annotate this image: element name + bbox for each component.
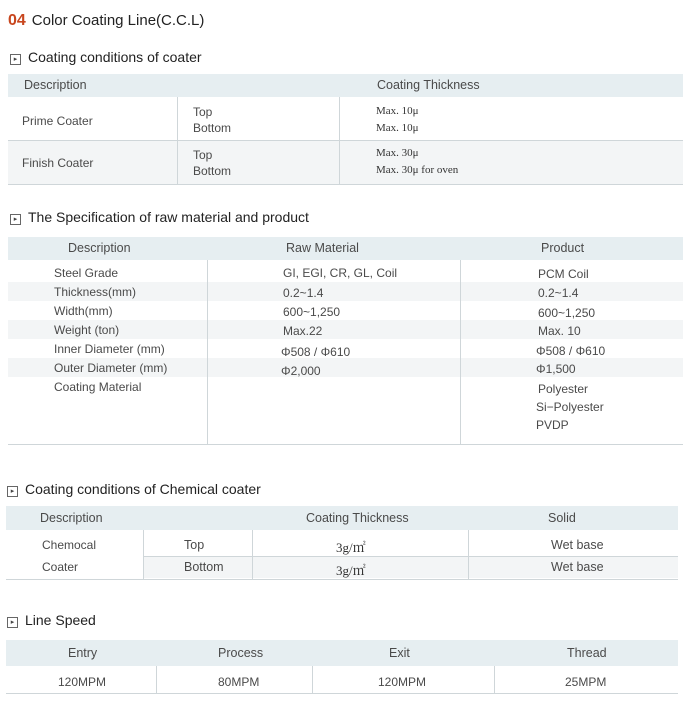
spec-raw: Max.22: [283, 324, 323, 338]
section3-header-solid: Solid: [548, 511, 576, 525]
prime-coater-top: Top: [193, 105, 213, 119]
spec-product: 600~1,250: [538, 306, 596, 320]
chemical-coater-bottom: Bottom: [184, 560, 224, 574]
spec-desc: Coating Material: [54, 380, 142, 394]
spec-desc: Inner Diameter (mm): [54, 342, 165, 356]
section4-col-divider-3: [494, 666, 495, 693]
finish-coater-label: Finish Coater: [22, 156, 94, 170]
section3-header-thickness: Coating Thickness: [306, 511, 409, 525]
chemical-coater-top-solid: Wet base: [551, 538, 604, 552]
section2-col-divider-1: [207, 260, 208, 444]
section3-bottom-rule: [6, 579, 678, 580]
line-speed-header-entry: Entry: [68, 646, 98, 660]
line-speed-process: 80MPM: [218, 675, 260, 689]
bullet-arrow-icon: ▸: [7, 617, 18, 628]
spec-product: Polyester: [538, 382, 589, 396]
section4-heading-text: Line Speed: [25, 612, 96, 628]
section4-heading: [7, 612, 96, 628]
prime-coater-bottom: Bottom: [193, 121, 232, 135]
section2-col-divider-2: [460, 260, 461, 444]
line-speed-header-exit: Exit: [389, 646, 410, 660]
line-speed-thread: 25MPM: [565, 675, 607, 689]
finish-coater-thickness-top: Max. 30μ: [376, 147, 419, 159]
section2-bottom-rule: [8, 444, 683, 445]
spec-product-extra: Si−Polyester: [536, 400, 604, 414]
section2-header-product: Product: [541, 241, 585, 255]
section4-bottom-rule: [6, 693, 678, 694]
section3-row-divider: [143, 556, 678, 557]
spec-raw: Φ508 / Φ610: [281, 345, 351, 359]
line-speed-entry: 120MPM: [58, 675, 107, 689]
spec-desc: Width(mm): [54, 304, 113, 318]
prime-coater-label: Prime Coater: [22, 114, 93, 128]
section2-header-description: Description: [68, 241, 131, 255]
section1-header-thickness: Coating Thickness: [377, 78, 480, 92]
section1-header-row: [8, 74, 683, 97]
spec-product: Φ1,500: [536, 362, 576, 376]
chemical-coater-label-line2: Coater: [42, 560, 79, 574]
spec-product: Max. 10: [538, 324, 581, 338]
chemical-coater-bottom-solid: Wet base: [551, 560, 604, 574]
spec-desc: Weight (ton): [54, 323, 120, 337]
line-speed-exit: 120MPM: [378, 675, 427, 689]
spec-product: Φ508 / Φ610: [536, 344, 606, 358]
section3-heading-text: Coating conditions of Chemical coater: [25, 481, 261, 497]
spec-raw: Φ2,000: [281, 364, 321, 378]
spec-desc: Steel Grade: [54, 266, 119, 280]
spec-raw: 600~1,250: [283, 305, 341, 319]
prime-coater-thickness-bottom: Max. 10μ: [376, 122, 419, 134]
spec-raw: GI, EGI, CR, GL, Coil: [283, 266, 398, 280]
prime-coater-thickness-top: Max. 10μ: [376, 105, 419, 117]
spec-desc: Thickness(mm): [54, 285, 137, 299]
finish-coater-thickness-bottom: Max. 30μ for oven: [376, 164, 459, 176]
section4-col-divider-1: [156, 666, 157, 693]
section4-col-divider-2: [312, 666, 313, 693]
bullet-arrow-icon: ▸: [10, 214, 21, 225]
section1-col-divider-1: [177, 97, 178, 184]
section1-heading-text: Coating conditions of coater: [28, 49, 202, 65]
line-speed-header-thread: Thread: [567, 646, 607, 660]
chemical-coater-label-line1: Chemocal: [42, 538, 97, 552]
finish-coater-top: Top: [193, 148, 213, 162]
spec-product-extra: PVDP: [536, 418, 569, 432]
page-title: [8, 12, 204, 30]
section1-heading: [10, 49, 202, 65]
section1-bottom-rule: [8, 184, 683, 185]
section3-col-divider-2: [252, 530, 253, 579]
spec-product: PCM Coil: [538, 267, 589, 281]
section3-header-description: Description: [40, 511, 103, 525]
spec-product: 0.2~1.4: [538, 286, 579, 300]
section2-header-raw: Raw Material: [286, 241, 359, 255]
section2-heading-text: The Specification of raw material and product: [28, 209, 309, 225]
section3-heading: [7, 481, 261, 497]
bullet-arrow-icon: ▸: [10, 54, 21, 65]
section-number: 04: [8, 12, 26, 29]
section1-col-divider-2: [339, 97, 340, 184]
finish-coater-bottom: Bottom: [193, 164, 232, 178]
line-speed-header-process: Process: [218, 646, 264, 660]
chemical-coater-top: Top: [184, 538, 205, 552]
section1-header-description: Description: [24, 78, 87, 92]
bullet-arrow-icon: ▸: [7, 486, 18, 497]
finish-coater-row-bg: [8, 141, 683, 184]
section2-heading: [10, 209, 309, 225]
chemical-coater-bottom-thickness: 3g/㎡: [336, 563, 366, 578]
page-title-text: Color Coating Line(C.C.L): [31, 12, 205, 29]
spec-desc: Outer Diameter (mm): [54, 361, 168, 375]
section3-col-divider-1: [143, 530, 144, 579]
section3-col-divider-3: [468, 530, 469, 579]
chemical-coater-top-thickness: 3g/㎡: [336, 540, 366, 555]
spec-raw: 0.2~1.4: [283, 286, 324, 300]
